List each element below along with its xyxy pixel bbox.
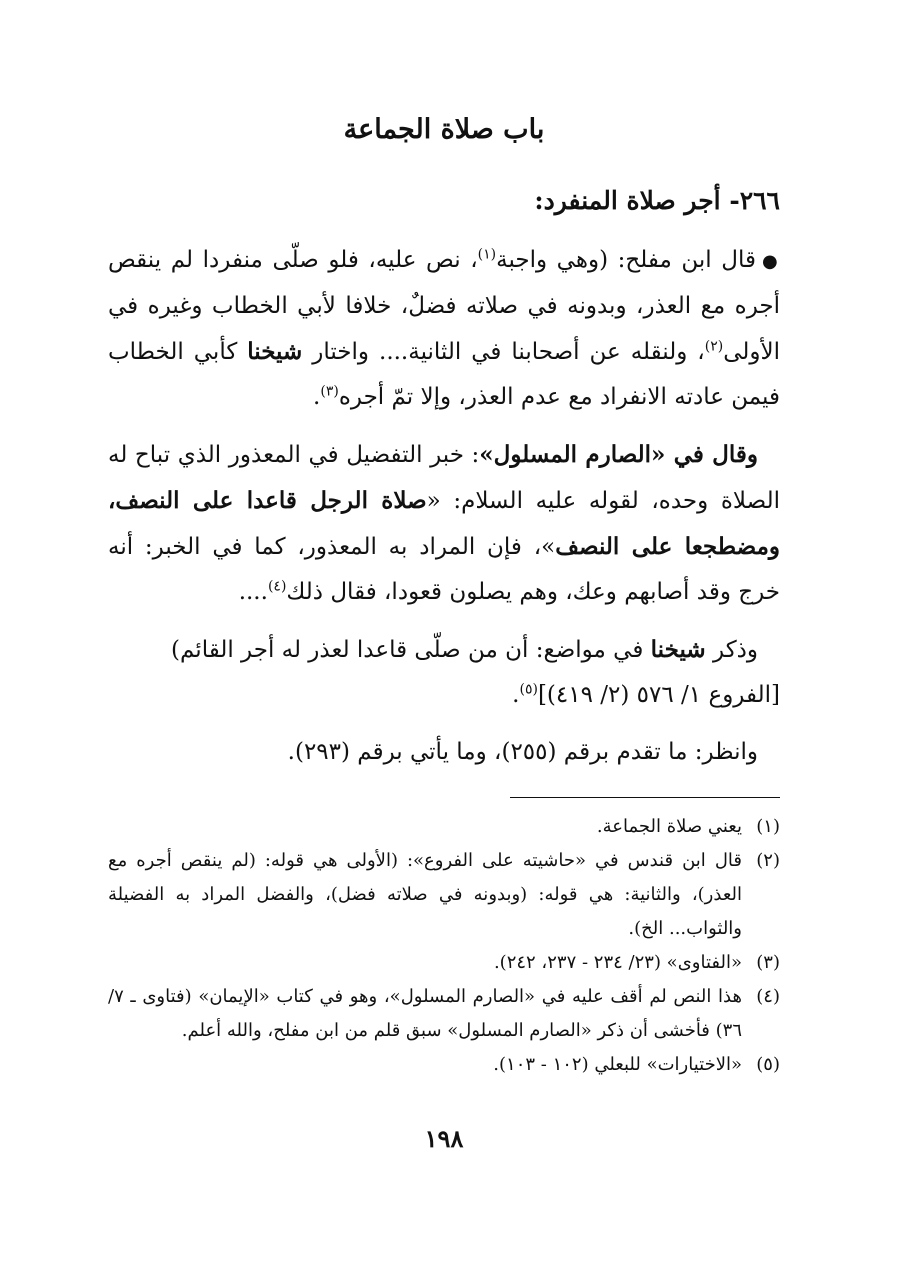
footnote-ref-4[interactable]: (٤) [267, 578, 287, 595]
bullet-icon: ● [762, 251, 780, 272]
footnote-5 [108, 1048, 780, 1082]
footnote-4 [108, 980, 780, 1048]
paragraph-2-text-b: »، فإن المراد به المعذور، كما في الخبر: أنه خرج وقد أصابهم وعك، وهم يصلون قعودا، فقال ذلك [108, 534, 780, 605]
paragraph-1-text-d: كأبي الخطاب فيمن عادته الانفراد مع عدم العذر، وإلا تمّ أجره [108, 339, 780, 410]
paragraph-3-text-c: . [512, 682, 520, 708]
paragraph-3-text-a: وذكر [705, 637, 758, 663]
paragraph-2 [108, 432, 780, 615]
footnote-ref-3[interactable]: (٣) [320, 383, 339, 400]
paragraph-1-text-c: ، ولنقله عن أصحابنا في الثانية.... واختار [302, 339, 705, 365]
paragraph-2-bold-hadith: صلاة الرجل قاعدا على النصف، ومضطجعا على النصف [108, 487, 781, 560]
paragraph-1 [108, 238, 780, 420]
footnote-number: (٤) [756, 986, 780, 1007]
footnote-text: «الفتاوى» (٢٣/ ٢٣٤ - ٢٣٧، ٢٤٢). [493, 952, 742, 973]
footnote-divider [510, 797, 780, 798]
page-number: ١٩٨ [424, 1124, 464, 1153]
footnote-text: «الاختيارات» للبعلي (١٠٢ - ١٠٣). [493, 1054, 742, 1075]
paragraph-1-bold-shaykh: شيخنا [247, 338, 303, 365]
paragraph-1-text-a: قال ابن مفلح: (وهي واجبة [496, 247, 756, 273]
footnote-text: هذا النص لم أقف عليه في «الصارم المسلول»، وهو في كتاب «الإيمان» (فتاوى ـ ٧/ ٣٦) فأخشى أن ذكر «الصارم المسلول» سبق قلم من ابن مفلح، والله أعلم. [108, 986, 742, 1041]
book-page [108, 0, 780, 1271]
footnote-1 [108, 810, 780, 844]
footnote-ref-2[interactable]: (٢) [704, 338, 724, 355]
paragraph-2-text-a: : خبر التفضيل في المعذور الذي تباح له الصلاة وحده، لقوله عليه السلام: « [108, 442, 780, 514]
chapter-title: باب صلاة الجماعة [343, 114, 545, 145]
footnote-3 [108, 946, 780, 980]
paragraph-3 [108, 627, 780, 718]
footnote-number: (٣) [756, 952, 780, 973]
footnote-text: قال ابن قندس في «حاشيته على الفروع»: (الأولى هي قوله: (لم ينقص أجره مع العذر)، والثانية: هي قوله: (وبدونه في صلاته فضل)، والفضل المراد به الفضيلة والثواب... الخ). [108, 850, 742, 939]
footnote-ref-1[interactable]: (١) [477, 246, 497, 263]
footnote-number: (١) [756, 816, 780, 837]
paragraph-2-text-c: .... [238, 579, 268, 605]
footnotes [108, 810, 780, 1082]
footnote-ref-5[interactable]: (٥) [519, 681, 538, 698]
paragraph-4: وانظر: ما تقدم برقم (٢٥٥)، وما يأتي برقم (٢٩٣). [287, 739, 758, 765]
body-text [108, 238, 780, 787]
section-heading: ٢٦٦- أجر صلاة المنفرد: [534, 186, 780, 215]
paragraph-3-citation: [الفروع ١/ ٥٧٦ (٢/ ٤١٩)] [537, 682, 780, 708]
footnote-2 [108, 844, 780, 946]
paragraph-3-text-b: في مواضع: أن من صلّى قاعدا لعذر له أجر القائم) [171, 637, 651, 663]
footnote-number: (٢) [756, 850, 780, 871]
paragraph-1-text-b: ، نص عليه، فلو صلّى منفردا لم ينقص أجره مع العذر، وبدونه في صلاته فضلٌ، خلافا لأبي الخطاب وغيره في الأولى [108, 247, 780, 365]
footnote-number: (٥) [756, 1054, 780, 1075]
paragraph-1-text-e: . [313, 384, 321, 410]
paragraph-3-bold-shaykh: شيخنا [650, 636, 706, 663]
footnote-text: يعني صلاة الجماعة. [596, 816, 742, 837]
paragraph-2-bold-source: وقال في «الصارم المسلول» [479, 441, 758, 468]
